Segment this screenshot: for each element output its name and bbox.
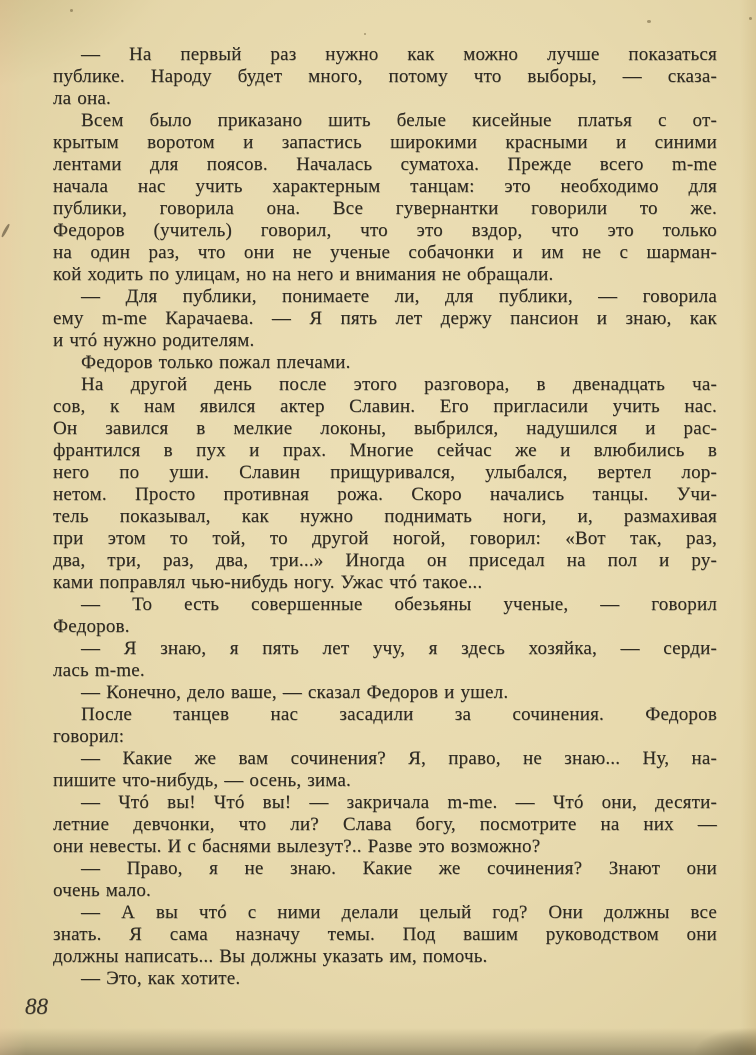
text-line: они невесты. И с баснями вылезут?.. Разве это возможно?: [53, 836, 541, 857]
paper-speck: [70, 9, 73, 12]
text-line: — А вы чтó с ними делали целый год? Они должны все: [81, 902, 717, 923]
text-line: Всем было приказано шить белые кисейные платья с от-: [81, 110, 717, 131]
text-line: тель показывал, как нужно поднимать ноги, и, размахивая: [53, 506, 717, 527]
text-line: После танцев нас засадили за сочинения. Федоров: [81, 704, 717, 725]
text-line: и чтó нужно родителям.: [53, 330, 255, 351]
text-line: — Я знаю, я пять лет учу, я здесь хозяйка, — серди-: [81, 638, 717, 659]
text-line: лась m-me.: [53, 660, 145, 681]
text-line: кой ходить по улицам, но на него и внимания не обращали.: [53, 264, 554, 285]
paragraph: [53, 638, 717, 682]
text-line: при этом то той, то другой ногой, говорил: «Вот так, раз,: [53, 528, 717, 549]
paragraph: [53, 682, 717, 704]
text-line: Федоров.: [53, 616, 130, 637]
text-line: На другой день после этого разговора, в двенадцать ча-: [81, 374, 717, 395]
paper-speck: [364, 33, 366, 35]
text-line: — Конечно, дело ваше, — сказал Федоров и ушел.: [81, 682, 509, 703]
paragraph: [53, 792, 717, 858]
paragraph: [53, 44, 717, 110]
text-line: лентами для поясов. Началась суматоха. Прежде всего m-me: [53, 154, 717, 175]
text-line: Он завился в мелкие локоны, выбрился, надушился и рас-: [53, 418, 717, 439]
paragraph: [53, 902, 717, 968]
text-line: публики, говорила она. Все гувернантки говорили то же.: [53, 198, 717, 219]
text-line: — Для публики, понимаете ли, для публики, — говорила: [81, 286, 717, 307]
paragraph: [53, 286, 717, 352]
text-line: очень мало.: [53, 880, 152, 901]
text-line: летние девчонки, что ли? Слава богу, посмотрите на них —: [53, 814, 717, 835]
text-line: пишите что-нибудь, — осень, зима.: [53, 770, 351, 791]
text-line: говорил:: [53, 726, 125, 747]
text-line: — Право, я не знаю. Какие же сочинения? Знают они: [81, 858, 717, 879]
text-line: сов, к нам явился актер Славин. Его пригласили учить нас.: [53, 396, 717, 417]
text-line: крытым воротом и запастись широкими красными и синими: [53, 132, 717, 153]
text-line: публике. Народу будет много, потому что выборы, — сказа-: [53, 66, 717, 87]
text-line: — То есть совершенные обезьяны ученые, — говорил: [81, 594, 717, 615]
text-line: Федоров только пожал плечами.: [81, 352, 351, 373]
text-block: [53, 44, 717, 990]
text-line: него по уши. Славин прищуривался, улыбался, вертел лор-: [53, 462, 717, 483]
paragraph: [53, 968, 717, 990]
text-line: должны написать... Вы должны указать им, помочь.: [53, 946, 488, 967]
text-line: Федоров (учитель) говорил, что это вздор, что это только: [53, 220, 717, 241]
paper-speck: [749, 17, 752, 20]
paper-blemish: [1, 223, 11, 238]
paragraph: [53, 374, 717, 594]
text-line: начала нас учить характерным танцам: это необходимо для: [53, 176, 717, 197]
paragraph: [53, 858, 717, 902]
text-line: ему m-me Карачаева. — Я пять лет держу пансион и знаю, как: [53, 308, 717, 329]
text-line: на один раз, что они не ученые собачонки и им не с шарман-: [53, 242, 717, 263]
text-line: — Чтó вы! Чтó вы! — закричала m-me. — Чтó они, десяти-: [81, 792, 717, 813]
text-line: — Какие же вам сочинения? Я, право, не знаю... Ну, на-: [81, 748, 717, 769]
paper-speck: [647, 20, 651, 23]
text-line: франтился в пух и прах. Многие сейчас же и влюбились в: [53, 440, 717, 461]
text-line: — Это, как хотите.: [81, 968, 241, 989]
paragraph: [53, 704, 717, 748]
paragraph: [53, 110, 717, 286]
text-line: — На первый раз нужно как можно лучше показаться: [81, 44, 717, 65]
paragraph: [53, 594, 717, 638]
paragraph: [53, 352, 717, 374]
paragraph: [53, 748, 717, 792]
text-line: ла она.: [53, 88, 111, 109]
text-line: нетом. Просто противная рожа. Скоро начались танцы. Учи-: [53, 484, 717, 505]
text-line: ками поправлял чью-нибудь ногу. Ужас чтó такое...: [53, 572, 483, 593]
text-line: два, три, раз, два, три...» Иногда он приседал на пол и ру-: [53, 550, 717, 571]
text-line: знать. Я сама назначу темы. Под вашим руководством они: [53, 924, 717, 945]
page-number: 88: [25, 994, 48, 1019]
